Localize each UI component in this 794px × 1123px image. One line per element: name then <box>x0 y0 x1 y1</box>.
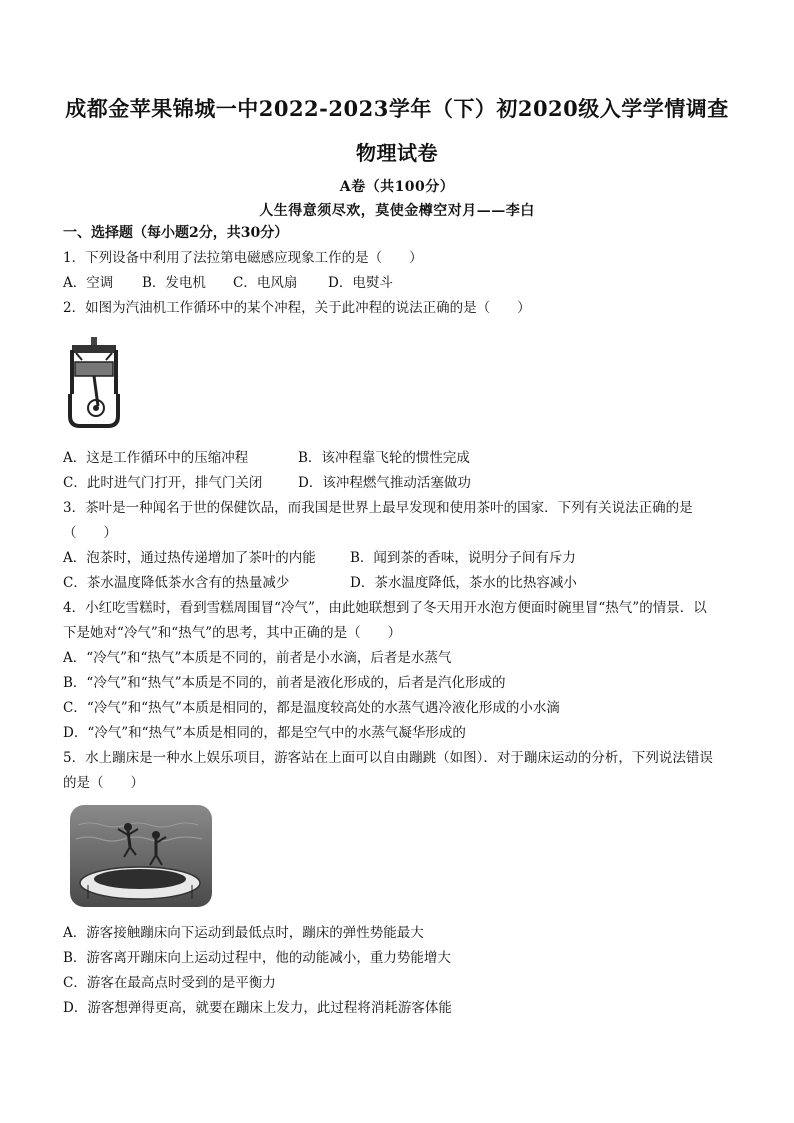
exam-motto: 人生得意须尽欢，莫使金樽空对月——李白 <box>259 203 535 219</box>
question-5-option-c: C．游客在最高点时受到的是平衡力 <box>63 975 276 991</box>
exam-subject: 物理试卷 <box>356 141 438 165</box>
question-3-option-c: C．茶水温度降低茶水含有的热量减少 <box>63 575 290 591</box>
question-2-option-b: B．该冲程靠飞轮的惯性完成 <box>298 450 470 466</box>
question-4-stem-line-2: 下是她对“冷气”和“热气”的思考，其中正确的是（ ） <box>63 625 402 641</box>
question-5-option-a: A．游客接触蹦床向下运动到最低点时，蹦床的弹性势能最大 <box>63 925 424 941</box>
question-4-option-b: B．“冷气”和“热气”本质是不同的，前者是液化形成的，后者是汽化形成的 <box>63 675 506 691</box>
question-3-stem-line-1: 3．茶叶是一种闻名于世的保健饮品，而我国是世界上最早发现和使用茶叶的国家．下列有关说法正确的是 <box>63 500 693 516</box>
question-2-option-a: A．这是工作循环中的压缩冲程 <box>63 450 249 466</box>
question-1-option-c: C．电风扇 <box>233 275 298 291</box>
question-3-stem-line-2: （ ） <box>63 525 117 541</box>
question-2-option-d: D．该冲程燃气推动活塞做功 <box>298 475 471 491</box>
exam-title: 成都金苹果锦城一中2022-2023学年（下）初2020级入学学情调查 <box>65 96 729 121</box>
engine-cylinder-illustration <box>66 336 122 428</box>
question-1-stem: 1．下列设备中利用了法拉第电磁感应现象工作的是（ ） <box>63 250 423 266</box>
water-trampoline-photo <box>70 805 212 907</box>
question-5-option-d: D．游客想弹得更高，就要在蹦床上发力，此过程将消耗游客体能 <box>63 1000 452 1016</box>
question-2-stem: 2．如图为汽油机工作循环中的某个冲程，关于此冲程的说法正确的是（ ） <box>63 300 531 316</box>
question-3-option-a: A．泡茶时，通过热传递增加了茶叶的内能 <box>63 550 316 566</box>
question-4-stem-line-1: 4．小红吃雪糕时，看到雪糕周围冒“冷气”，由此她联想到了冬天用开水泡方便面时碗里冒“热气”的情景．以 <box>63 600 707 616</box>
question-2-option-c: C．此时进气门打开，排气门关闭 <box>63 475 263 491</box>
engine-cylinder-figure <box>66 336 122 428</box>
question-5-stem-line-2: 的是（ ） <box>63 775 144 791</box>
water-trampoline-illustration <box>70 805 212 907</box>
question-4-option-a: A．“冷气”和“热气”本质是不同的，前者是小水滴，后者是水蒸气 <box>63 650 452 666</box>
question-4-option-c: C．“冷气”和“热气”本质是相同的，都是温度较高处的水蒸气遇冷液化形成的小水滴 <box>63 700 560 716</box>
question-5-stem-line-1: 5．水上蹦床是一种水上娱乐项目，游客站在上面可以自由蹦跳（如图）．对于蹦床运动的分析，下列说法错误 <box>63 750 713 766</box>
question-4-option-d: D．“冷气”和“热气”本质是相同的，都是空气中的水蒸气凝华形成的 <box>63 725 466 741</box>
section-heading: 一、选择题（每小题2分，共30分） <box>63 225 289 241</box>
exam-part: A卷（共100分） <box>339 179 455 195</box>
question-3-option-d: D．茶水温度降低，茶水的比热容减小 <box>350 575 577 591</box>
question-1-option-b: B．发电机 <box>142 275 206 291</box>
question-5-option-b: B．游客离开蹦床向上运动过程中，他的动能减小，重力势能增大 <box>63 950 451 966</box>
question-1-option-a: A．空调 <box>63 275 114 291</box>
question-1-option-d: D．电熨斗 <box>328 275 393 291</box>
question-3-option-b: B．闻到茶的香味，说明分子间有斥力 <box>350 550 576 566</box>
